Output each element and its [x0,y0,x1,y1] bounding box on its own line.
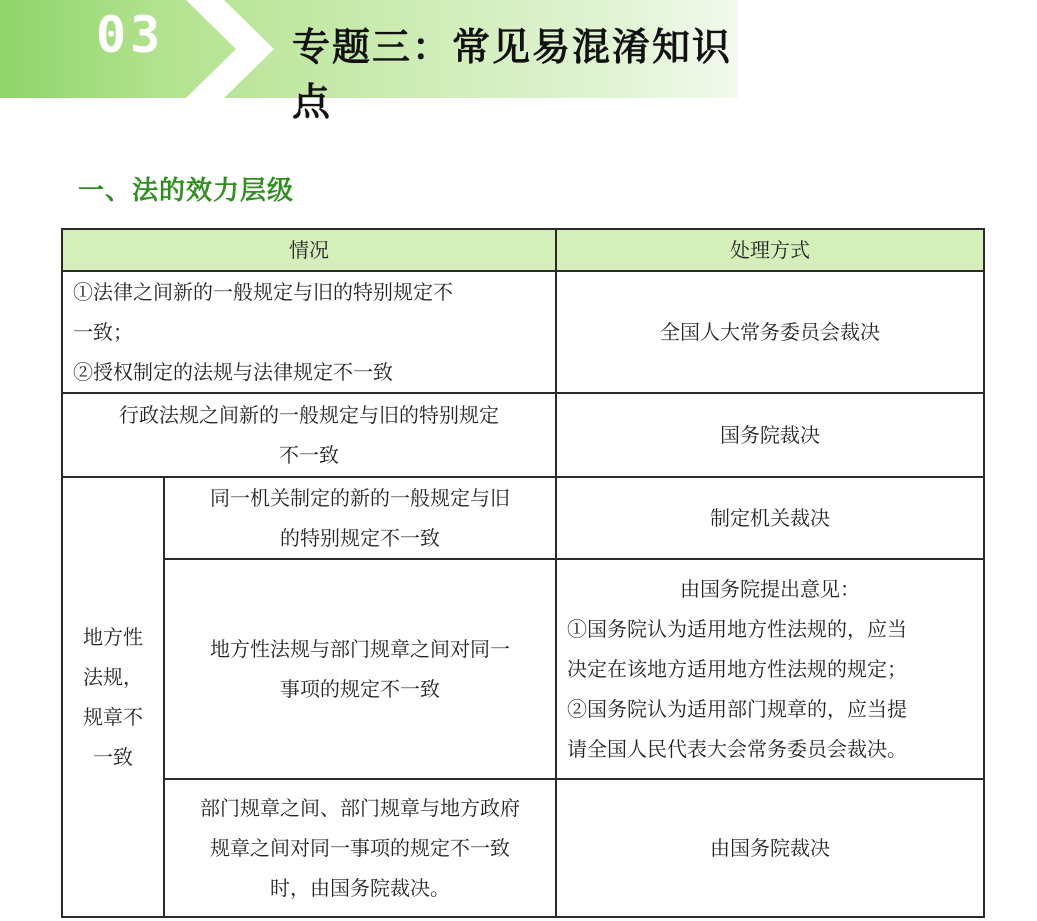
table-row [62,393,984,477]
handling-cell [556,477,984,559]
handling-cell [556,779,984,917]
situation-line: 部门规章之间、部门规章与地方政府 [200,796,520,820]
situation-line: 行政法规之间新的一般规定与旧的特别规定 [119,403,499,427]
header-handling: 处理方式 [556,229,984,271]
table-row [62,559,984,779]
chevron-arrow-icon [186,0,276,98]
effectiveness-hierarchy-table [61,228,985,918]
situation-line: 地方性法规与部门规章之间对同一 [210,637,510,661]
topic-title: 专题三：常见易混淆知识点 [292,25,733,124]
situation-cell [164,559,556,779]
table-row [62,477,984,559]
handling-line: 请全国人民代表大会常务委员会裁决。 [567,737,907,761]
situation-line: 同一机关制定的新的一般规定与旧 [210,486,510,510]
group-label-line: 规章不 [83,705,143,729]
header-situation: 情况 [62,229,556,271]
situation-line: ②授权制定的法规与法律规定不一致 [73,360,393,384]
situation-line: 时，由国务院裁决。 [270,876,450,900]
handling-cell: 国务院裁决 [556,393,984,477]
situation-cell [164,477,556,559]
group-label-line: 地方性 [83,625,143,649]
handling-line: 由国务院裁决 [710,836,830,860]
handling-cell [556,559,984,779]
table-row [62,271,984,393]
handling-line: ②国务院认为适用部门规章的，应当提 [567,697,907,721]
group-label-line: 一致 [93,745,133,769]
table-row [62,779,984,917]
handling-line: 制定机关裁决 [710,506,830,530]
situation-line: 不一致 [279,443,339,467]
situation-cell [164,779,556,917]
handling-cell: 全国人大常务委员会裁决 [556,271,984,393]
handling-line: 决定在该地方适用地方性法规的规定； [567,657,907,681]
situation-line: ①法律之间新的一般规定与旧的特别规定不 [73,280,453,304]
handling-line: 由国务院提出意见： [680,577,860,601]
situation-cell [62,271,556,393]
section-heading: 一、法的效力层级 [78,176,295,206]
topic-banner [0,0,738,124]
table-header-row [62,229,984,271]
situation-line: 的特别规定不一致 [280,526,440,550]
handling-line: ①国务院认为适用地方性法规的，应当 [567,617,907,641]
group-label-line: 法规， [83,665,143,689]
situation-line: 一致； [73,320,133,344]
group-label-cell [62,477,164,917]
situation-cell [62,393,556,477]
topic-number: 03 [96,6,165,64]
situation-line: 规章之间对同一事项的规定不一致 [210,836,510,860]
situation-line: 事项的规定不一致 [280,677,440,701]
